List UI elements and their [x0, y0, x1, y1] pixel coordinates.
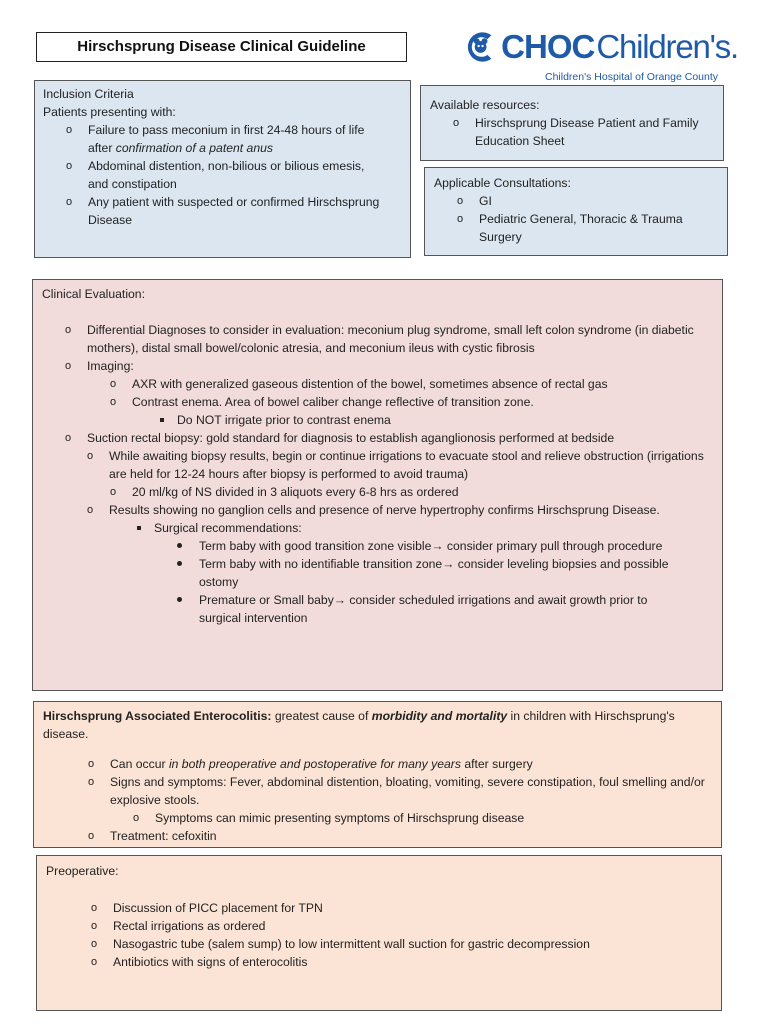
- enterocolitis-box: [33, 701, 722, 848]
- choc-logo: [462, 28, 738, 84]
- list-item: o Pediatric General, Thoracic & Trauma Surgery: [479, 210, 724, 246]
- list-item: o Discussion of PICC placement for TPN: [113, 899, 713, 917]
- list-item: o Antibiotics with signs of enterocolitis: [113, 953, 713, 971]
- logo-childrens-text: Children's.: [596, 28, 738, 65]
- list-item: o Any patient with suspected or confirmed Hirschsprung Disease: [88, 193, 388, 229]
- preoperative-heading: Preoperative:: [46, 864, 119, 878]
- list-item: o Symptoms can mimic presenting symptoms of Hirschsprung disease: [155, 809, 710, 827]
- list-item: Do NOT irrigate prior to contrast enema: [177, 411, 712, 429]
- list-item: o Imaging: o AXR with generalized gaseous distention of the bowel, sometimes absence of rectal gas o Contrast enema. Area of bowel caliber change reflective of transition zone. Do NOT irrigate prior to contrast enema: [87, 357, 712, 429]
- inclusion-criteria-box: [34, 80, 411, 258]
- available-resources-box: [420, 85, 724, 161]
- inclusion-intro: Patients presenting with:: [43, 105, 176, 119]
- page-title: Hirschsprung Disease Clinical Guideline: [36, 32, 407, 62]
- list-item: o Failure to pass meconium in first 24-48 hours of life after confirmation of a patent anus: [88, 121, 388, 157]
- list-item: o Nasogastric tube (salem sump) to low intermittent wall suction for gastric decompression: [113, 935, 713, 953]
- enterocolitis-intro: Hirschsprung Associated Enterocolitis: greatest cause of morbidity and mortality in children with Hirschsprung's disease.: [43, 709, 675, 741]
- list-item: o Abdominal distention, non-bilious or bilious emesis, and constipation: [88, 157, 388, 193]
- list-item: o Contrast enema. Area of bowel caliber change reflective of transition zone. Do NOT irrigate prior to contrast enema: [132, 393, 712, 429]
- list-item: o While awaiting biopsy results, begin or continue irrigations to evacuate stool and relieve obstruction (irrigations are held for 12-24 hours after biopsy is performed to avoid trauma) o 20 ml/kg of NS divided in 3 aliquots every 6-8 hrs as ordered: [109, 447, 712, 501]
- list-item: o Signs and symptoms: Fever, abdominal distention, bloating, vomiting, severe constipation, foul smelling and/or explosive stools. o Symptoms can mimic presenting symptoms of Hirschsprung disease: [110, 773, 710, 827]
- list-item: Surgical recommendations: Term baby with good transition zone visible→ consider primary pull through procedure Term baby with no identifiable transition zone→ consider leveling biopsies and possible ostomy Premature or Small baby→ consider scheduled irrigations and await growth prior to surgical intervention: [154, 519, 712, 627]
- consultations-heading: Applicable Consultations:: [434, 176, 571, 190]
- evaluation-heading: Clinical Evaluation:: [42, 287, 145, 301]
- logo-choc-text: CHOC: [501, 28, 595, 65]
- list-item: o Rectal irrigations as ordered: [113, 917, 713, 935]
- list-item: o Hirschsprung Disease Patient and Family Education Sheet: [475, 114, 700, 150]
- list-item: o Results showing no ganglion cells and presence of nerve hypertrophy confirms Hirschsprung Disease. Surgical recommendations: Term baby with good transition zone visible→ consider primary pull through procedure Term baby with no identifiable transition zone→ consider leveling biopsies and possible ostomy Premature or Small baby→ consider scheduled irrigations and await growth prior to surgical intervention: [109, 501, 712, 627]
- list-item: o 20 ml/kg of NS divided in 3 aliquots every 6-8 hrs as ordered: [132, 483, 712, 501]
- list-item: o GI: [479, 192, 724, 210]
- preoperative-box: [36, 855, 722, 1011]
- consultations-box: [424, 167, 728, 256]
- resources-heading: Available resources:: [430, 98, 540, 112]
- list-item: o Suction rectal biopsy: gold standard for diagnosis to establish aganglionosis performed at bedside o While awaiting biopsy results, begin or continue irrigations to evacuate stool and relieve obstruction (irrigations are held for 12-24 hours after biopsy is performed to avoid trauma) o 20 ml/kg of NS divided in 3 aliquots every 6-8 hrs as ordered o Results showing no ganglion cells and presence of nerve hypertrophy confirms Hirschsprung Disease. Surgical recommendations: Term baby with good transition zone visible→ consider primary pull through procedure Term baby with no identifiable transition zone→ consider leveling biopsies and possible ostomy Premature or Small baby→ consider scheduled irrigations and await growth prior to surgical intervention: [87, 429, 712, 627]
- list-item: Term baby with no identifiable transition zone→ consider leveling biopsies and possible ostomy: [199, 555, 679, 591]
- logo-subtitle: Children's Hospital of Orange County: [545, 71, 719, 83]
- clinical-evaluation-box: [32, 279, 723, 691]
- list-item: o Treatment: cefoxitin: [110, 827, 710, 845]
- list-item: Term baby with good transition zone visible→ consider primary pull through procedure: [199, 537, 679, 555]
- list-item: o AXR with generalized gaseous distention of the bowel, sometimes absence of rectal gas: [132, 375, 712, 393]
- list-item: o Differential Diagnoses to consider in evaluation: meconium plug syndrome, small left colon syndrome (in diabetic mothers), distal small bowel/colonic atresia, and meconium ileus with cystic fibrosis: [87, 321, 712, 357]
- choc-logo-icon: [462, 28, 501, 66]
- inclusion-heading: Inclusion Criteria: [43, 87, 134, 101]
- list-item: Premature or Small baby→ consider scheduled irrigations and await growth prior to surgical intervention: [199, 591, 679, 627]
- list-item: o Can occur in both preoperative and postoperative for many years after surgery: [110, 755, 710, 773]
